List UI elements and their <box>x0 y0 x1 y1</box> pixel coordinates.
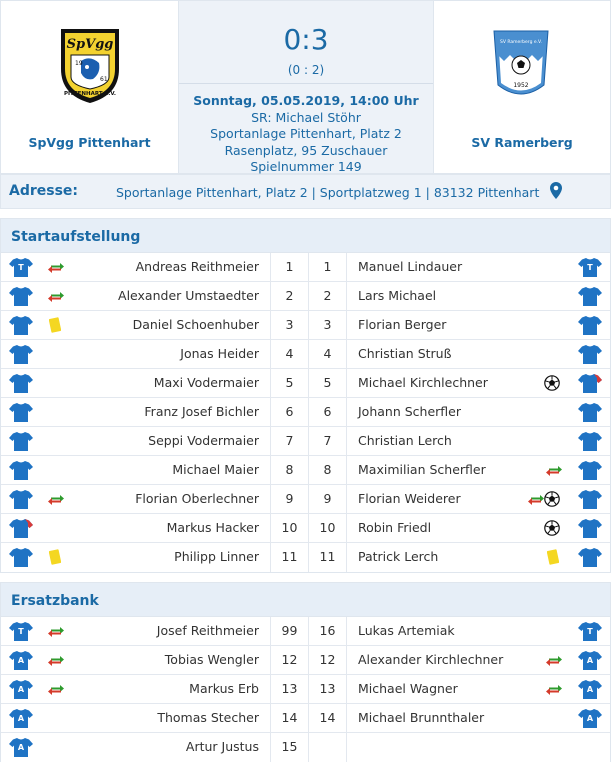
yellow-card-icon <box>547 549 559 568</box>
away-event-cell <box>525 282 565 311</box>
away-shirt-cell <box>578 398 602 427</box>
away-player-number: 8 <box>309 456 347 485</box>
away-player-name[interactable]: Johann Scherfler <box>358 404 461 419</box>
away-shirt-cell <box>578 646 602 675</box>
away-event-cell <box>525 485 565 514</box>
home-shirt-cell <box>9 369 33 398</box>
home-event-cell <box>47 253 77 282</box>
shirt-icon <box>9 679 33 700</box>
home-shirt-cell <box>9 282 33 311</box>
home-player-name[interactable]: Daniel Schoenhuber <box>132 317 259 332</box>
home-player-number: 6 <box>270 398 309 427</box>
away-shirt-cell <box>578 456 602 485</box>
away-team-logo <box>488 25 554 108</box>
home-event-cell <box>47 282 77 311</box>
away-player-name[interactable] <box>358 733 528 762</box>
shirt-letter: T <box>587 263 593 272</box>
home-player-name[interactable]: Markus Hacker <box>166 520 259 535</box>
shirt-icon <box>9 315 33 336</box>
home-event-cell <box>47 543 77 572</box>
player-row <box>1 514 610 543</box>
player-row <box>1 340 610 369</box>
home-player-number: 1 <box>270 253 309 282</box>
player-row <box>1 704 610 733</box>
substitution-icon <box>47 683 65 700</box>
away-player-number: 4 <box>309 340 347 369</box>
home-player-name[interactable]: Josef Reithmeier <box>156 623 259 638</box>
shirt-icon <box>9 547 33 568</box>
home-player-name[interactable]: Artur Justus <box>185 739 259 754</box>
shirt-icon <box>578 460 602 481</box>
venue: Sportanlage Pittenhart, Platz 2 <box>210 126 402 142</box>
home-shirt-cell <box>9 543 33 572</box>
home-shirt-cell <box>9 733 33 762</box>
home-event-cell <box>47 733 77 762</box>
away-event-cell <box>525 369 565 398</box>
player-row <box>1 369 610 398</box>
shirt-letter: A <box>586 714 594 723</box>
yellow-card-icon <box>49 549 61 568</box>
address-link[interactable]: Sportanlage Pittenhart, Platz 2 | Sportplatzweg 1 | 83132 Pittenhart <box>116 185 540 200</box>
away-shirt-cell <box>578 427 602 456</box>
home-player-number: 14 <box>270 704 309 733</box>
svg-text:1952: 1952 <box>513 82 529 89</box>
shirt-letter: A <box>17 656 25 665</box>
bench-title: Ersatzbank <box>1 583 610 617</box>
shirt-letter: A <box>586 685 594 694</box>
referee: SR: Michael Stöhr <box>251 109 361 125</box>
away-player-number: 12 <box>309 646 347 675</box>
shirt-icon <box>9 373 33 394</box>
home-player-number: 3 <box>270 311 309 340</box>
away-player-name[interactable]: Christian Lerch <box>358 433 452 448</box>
home-team-name[interactable]: SpVgg Pittenhart <box>28 135 151 150</box>
shirt-icon <box>578 708 602 729</box>
shirt-icon <box>9 286 33 307</box>
substitution-icon <box>47 654 65 671</box>
home-player-number: 10 <box>270 514 309 543</box>
home-event-cell <box>47 485 77 514</box>
substitution-icon <box>47 290 65 307</box>
home-player-number: 5 <box>270 369 309 398</box>
away-shirt-cell <box>578 485 602 514</box>
away-event-cell <box>525 646 565 675</box>
shirt-icon <box>578 650 602 671</box>
home-event-cell <box>47 427 77 456</box>
home-player-number: 7 <box>270 427 309 456</box>
shirt-icon <box>9 344 33 365</box>
player-row <box>1 485 610 514</box>
lineup-table <box>1 253 610 572</box>
home-player-name[interactable]: Tobias Wengler <box>164 652 259 667</box>
home-shirt-cell <box>9 617 33 646</box>
game-number: Spielnummer 149 <box>250 159 362 175</box>
home-event-cell <box>47 675 77 704</box>
away-event-cell <box>525 704 565 733</box>
player-row <box>1 456 610 485</box>
away-event-cell <box>525 675 565 704</box>
away-shirt-cell <box>578 617 602 646</box>
away-player-number: 13 <box>309 675 347 704</box>
away-shirt-cell <box>578 514 602 543</box>
home-player-name[interactable]: Florian Oberlechner <box>135 491 259 506</box>
final-score: 0:3 <box>283 23 329 56</box>
home-player-number: 15 <box>270 733 309 762</box>
goal-ball-icon <box>544 491 560 510</box>
shirt-icon <box>578 257 602 278</box>
away-event-cell <box>525 733 565 762</box>
home-event-cell <box>47 704 77 733</box>
away-player-number: 11 <box>309 543 347 572</box>
away-player-name[interactable]: Alexander Kirchlechner <box>358 652 504 667</box>
away-event-cell <box>525 340 565 369</box>
address-label: Adresse: <box>9 183 79 199</box>
home-event-cell <box>47 340 77 369</box>
substitution-icon <box>47 625 65 642</box>
home-player-name[interactable]: Markus Erb <box>189 681 259 696</box>
substitution-icon <box>527 493 545 510</box>
match-info <box>179 93 433 176</box>
shirt-icon <box>9 708 33 729</box>
shirt-icon <box>9 402 33 423</box>
home-player-name[interactable]: Maxi Vodermaier <box>153 375 259 390</box>
away-player-number: 5 <box>309 369 347 398</box>
home-team-logo <box>57 25 123 108</box>
away-player-number: 10 <box>309 514 347 543</box>
shirt-icon <box>578 489 602 510</box>
score-panel <box>179 0 433 174</box>
away-team-panel[interactable] <box>433 0 611 174</box>
player-row <box>1 427 610 456</box>
shirt-letter: A <box>586 656 594 665</box>
away-player-name[interactable]: Michael Kirchlechner <box>358 375 488 390</box>
lineup-section <box>0 218 611 573</box>
away-player-number: 16 <box>309 617 347 646</box>
away-player-name[interactable]: Maximilian Scherfler <box>358 462 486 477</box>
home-shirt-cell <box>9 646 33 675</box>
shirt-icon <box>578 518 602 539</box>
shirt-icon <box>578 373 602 394</box>
shirt-icon <box>578 315 602 336</box>
shirt-icon <box>9 737 33 758</box>
home-player-name[interactable]: Thomas Stecher <box>157 710 259 725</box>
player-row <box>1 311 610 340</box>
away-team-name[interactable]: SV Ramerberg <box>471 135 573 150</box>
away-shirt-cell <box>578 282 602 311</box>
svg-text:19: 19 <box>75 60 83 67</box>
yellow-card-icon <box>49 317 61 336</box>
player-row <box>1 543 610 572</box>
bench-table <box>1 617 610 762</box>
away-player-name[interactable]: Florian Weiderer <box>358 491 461 506</box>
svg-text:SV Ramerberg e.V.: SV Ramerberg e.V. <box>500 40 542 45</box>
away-player-name[interactable]: Robin Friedl <box>358 520 432 535</box>
pitch-spectators: Rasenplatz, 95 Zuschauer <box>224 142 388 158</box>
substitution-icon <box>545 683 563 700</box>
shirt-icon <box>9 621 33 642</box>
bench-section <box>0 582 611 762</box>
home-shirt-cell <box>9 485 33 514</box>
match-date-time: Sonntag, 05.05.2019, 14:00 Uhr <box>193 93 419 108</box>
shirt-icon <box>578 431 602 452</box>
shirt-icon <box>578 621 602 642</box>
substitution-icon <box>47 261 65 278</box>
substitution-icon <box>47 493 65 510</box>
home-team-panel[interactable] <box>0 0 179 174</box>
shirt-icon <box>578 402 602 423</box>
shirt-letter: A <box>17 714 25 723</box>
shirt-icon <box>9 518 33 539</box>
shirt-letter: A <box>17 743 25 752</box>
shirt-letter: A <box>17 685 25 694</box>
home-player-number: 8 <box>270 456 309 485</box>
shirt-icon <box>9 489 33 510</box>
away-player-number: 2 <box>309 282 347 311</box>
away-event-cell <box>525 514 565 543</box>
goal-ball-icon <box>544 375 560 394</box>
substitution-icon <box>545 464 563 481</box>
home-shirt-cell <box>9 704 33 733</box>
home-player-name[interactable]: Andreas Reithmeier <box>135 259 259 274</box>
home-shirt-cell <box>9 398 33 427</box>
home-event-cell <box>47 617 77 646</box>
away-player-name[interactable]: Michael Brunnthaler <box>358 710 485 725</box>
home-player-name[interactable]: Franz Josef Bichler <box>144 404 259 419</box>
shirt-letter: T <box>587 627 593 636</box>
away-event-cell <box>525 311 565 340</box>
svg-text:61: 61 <box>100 76 108 83</box>
home-player-number: 11 <box>270 543 309 572</box>
map-pin-icon[interactable] <box>550 182 562 202</box>
home-event-cell <box>47 311 77 340</box>
away-player-name[interactable]: Florian Berger <box>358 317 447 332</box>
home-shirt-cell <box>9 311 33 340</box>
spvgg-crest-icon <box>57 25 123 105</box>
away-shirt-cell <box>578 253 602 282</box>
away-shirt-cell <box>578 340 602 369</box>
home-player-name[interactable]: Alexander Umstaedter <box>118 288 259 303</box>
shirt-icon <box>578 344 602 365</box>
away-shirt-cell <box>578 675 602 704</box>
player-row <box>1 398 610 427</box>
sv-ramerberg-crest-icon <box>488 25 554 105</box>
home-shirt-cell <box>9 253 33 282</box>
address-bar <box>0 174 611 209</box>
away-player-name[interactable]: Christian Struß <box>358 346 452 361</box>
away-event-cell <box>525 398 565 427</box>
away-player-name[interactable]: Manuel Lindauer <box>358 259 463 274</box>
home-player-name[interactable]: Seppi Vodermaier <box>148 433 259 448</box>
player-row <box>1 675 610 704</box>
svg-text:SpVgg: SpVgg <box>66 37 114 52</box>
goal-ball-icon <box>544 520 560 539</box>
shirt-icon <box>9 257 33 278</box>
away-event-cell <box>525 253 565 282</box>
away-event-cell <box>525 427 565 456</box>
away-shirt-cell <box>578 369 602 398</box>
shirt-icon <box>9 650 33 671</box>
away-shirt-cell <box>578 704 602 733</box>
away-player-name[interactable]: Patrick Lerch <box>358 549 439 564</box>
away-player-name[interactable]: Michael Wagner <box>358 681 458 696</box>
away-player-number: 7 <box>309 427 347 456</box>
home-player-number: 99 <box>270 617 309 646</box>
home-shirt-cell <box>9 427 33 456</box>
home-shirt-cell <box>9 456 33 485</box>
player-row <box>1 253 610 282</box>
home-player-number: 9 <box>270 485 309 514</box>
home-event-cell <box>47 646 77 675</box>
player-row <box>1 617 610 646</box>
home-player-number: 13 <box>270 675 309 704</box>
away-player-number: 3 <box>309 311 347 340</box>
player-row <box>1 646 610 675</box>
shirt-icon <box>578 547 602 568</box>
away-player-name[interactable]: Lars Michael <box>358 288 437 303</box>
away-shirt-cell <box>578 311 602 340</box>
away-shirt-cell <box>578 543 602 572</box>
player-row <box>1 282 610 311</box>
home-event-cell <box>47 514 77 543</box>
match-header <box>0 0 611 174</box>
shirt-icon <box>578 286 602 307</box>
home-shirt-cell <box>9 675 33 704</box>
home-player-number: 4 <box>270 340 309 369</box>
away-player-number: 6 <box>309 398 347 427</box>
player-row <box>1 733 610 762</box>
away-player-number: 1 <box>309 253 347 282</box>
shirt-letter: T <box>18 627 24 636</box>
lineup-title: Startaufstellung <box>1 219 610 253</box>
home-player-number: 12 <box>270 646 309 675</box>
home-event-cell <box>47 398 77 427</box>
score-divider <box>179 83 433 84</box>
away-player-number: 14 <box>309 704 347 733</box>
away-event-cell <box>525 456 565 485</box>
home-shirt-cell <box>9 340 33 369</box>
home-shirt-cell <box>9 514 33 543</box>
shirt-icon <box>578 679 602 700</box>
home-event-cell <box>47 456 77 485</box>
halftime-score: (0 : 2) <box>287 63 325 77</box>
home-player-name[interactable]: Michael Maier <box>172 462 259 477</box>
home-player-name[interactable]: Jonas Heider <box>180 346 259 361</box>
away-event-cell <box>525 617 565 646</box>
away-player-number <box>309 733 347 762</box>
substitution-icon <box>545 654 563 671</box>
home-player-number: 2 <box>270 282 309 311</box>
home-event-cell <box>47 369 77 398</box>
svg-text:PITTENHART e.V.: PITTENHART e.V. <box>63 91 117 97</box>
away-event-cell <box>525 543 565 572</box>
shirt-letter: T <box>18 263 24 272</box>
away-player-name[interactable]: Lukas Artemiak <box>358 623 455 638</box>
home-player-name[interactable]: Philipp Linner <box>174 549 259 564</box>
shirt-icon <box>9 431 33 452</box>
away-shirt-cell <box>578 733 602 762</box>
shirt-icon <box>9 460 33 481</box>
away-player-number: 9 <box>309 485 347 514</box>
